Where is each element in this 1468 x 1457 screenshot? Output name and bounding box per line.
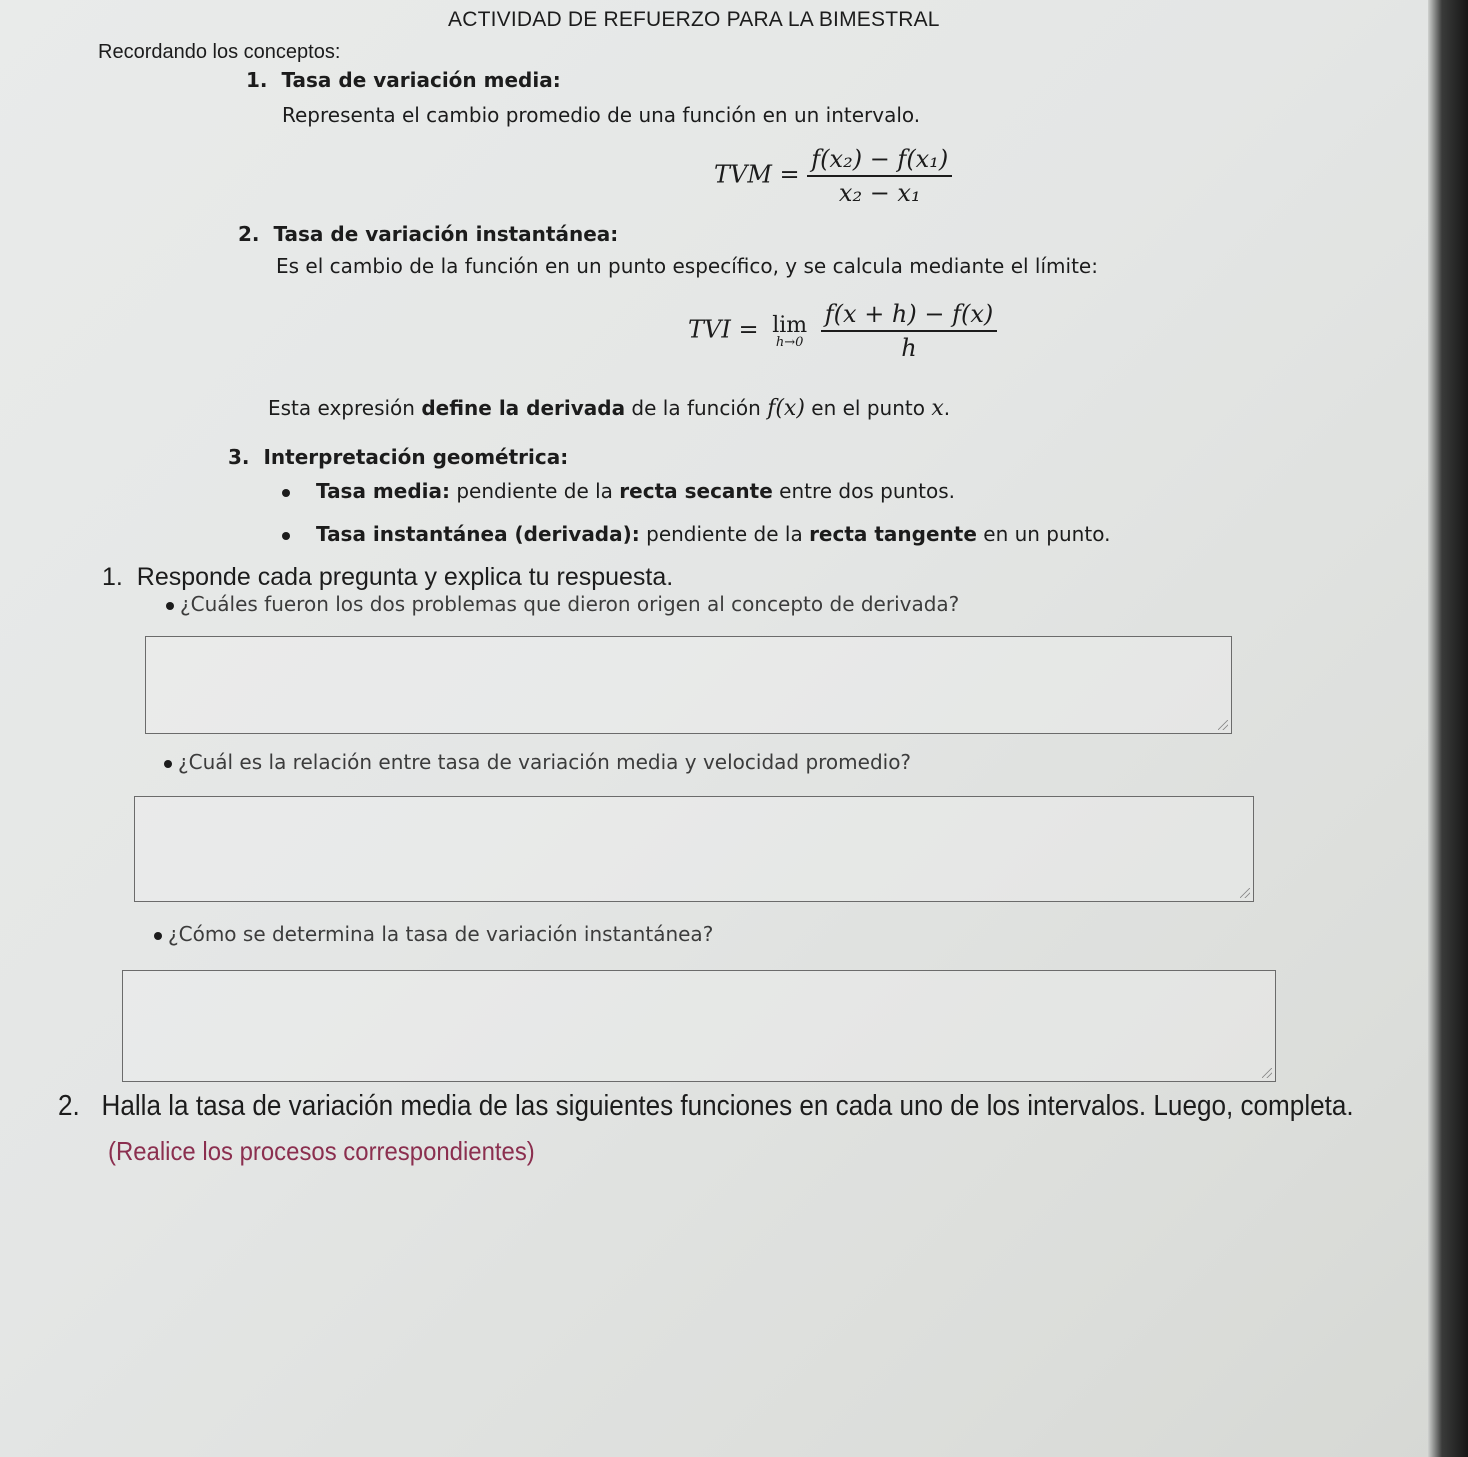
concept-3-number: 3. [228,445,250,469]
bullet-2-term: Tasa instantánea (derivada): [316,522,640,546]
tvi-lhs: TVI = [688,315,759,344]
tvi-formula [688,300,997,362]
question-2 [164,750,911,774]
section-1-heading [102,563,673,592]
note-text-2: de la función [625,396,768,420]
concept-2-title: Tasa de variación instantánea: [273,222,619,246]
note-x: x [931,396,944,421]
geometric-bullet-1 [282,479,955,503]
note-period: . [943,396,951,420]
resize-grip-icon[interactable] [1218,720,1228,730]
limit-operator [772,313,807,350]
bullet-1-term: Tasa media: [316,479,450,503]
resize-grip-icon[interactable] [1240,888,1250,898]
note-bold: define la derivada [421,396,626,420]
concept-2-number: 2. [238,222,260,246]
bullet-icon [164,760,172,768]
section-1-number: 1. [102,563,123,591]
tvm-formula [714,145,952,207]
section-2-title: Halla la tasa de variación media de las siguientes funciones en cada uno de los intervalos. Luego, completa. [101,1090,1354,1122]
section-2-heading [58,1090,1354,1123]
section-2-subtitle: (Realice los procesos correspondientes) [108,1136,535,1166]
concept-1-title: Tasa de variación media: [281,68,561,92]
tvm-fraction [807,145,952,207]
question-3-text: ¿Cómo se determina la tasa de variación instantánea? [168,922,714,946]
bullet-2-text: pendiente de la [639,522,810,546]
tvm-denominator: x₂ − x₁ [838,179,921,207]
limit-label: lim [772,312,808,338]
answer-box-3[interactable] [122,970,1276,1082]
note-text-3: en el punto [804,396,932,420]
tvm-lhs: TVM = [714,160,800,189]
bullet-2-bold: recta tangente [809,522,977,546]
bullet-icon [166,602,174,610]
answer-box-1[interactable] [145,636,1232,734]
section-2-number: 2. [58,1090,80,1122]
note-fx: f(x) [767,396,805,421]
tvm-numerator: f(x₂) − f(x₁) [807,145,952,177]
concept-2-heading [238,222,618,246]
concept-1-heading [246,68,561,92]
note-text-1: Esta expresión [268,396,422,420]
question-1-text: ¿Cuáles fueron los dos problemas que dieron origen al concepto de derivada? [180,592,960,616]
bullet-icon [282,532,290,540]
bullet-icon [282,489,290,497]
limit-subscript: h→0 [775,334,804,350]
concept-3-title: Interpretación geométrica: [263,445,569,469]
concept-1-description: Representa el cambio promedio de una función en un intervalo. [282,103,921,127]
bullet-1-text-end: entre dos puntos. [772,479,956,503]
derivative-note [268,396,950,421]
question-1 [166,592,959,616]
page-title: ACTIVIDAD DE REFUERZO PARA LA BIMESTRAL [448,8,940,31]
bullet-2-text-end: en un punto. [976,522,1111,546]
concept-1-number: 1. [246,68,268,92]
bullet-1-text: pendiente de la [450,479,620,503]
question-2-text: ¿Cuál es la relación entre tasa de variación media y velocidad promedio? [178,750,912,774]
page-edge-shadow [1428,0,1468,1457]
answer-box-2[interactable] [134,796,1254,902]
bullet-1-bold: recta secante [619,479,773,503]
concept-3-heading [228,445,568,469]
bullet-icon [154,932,162,940]
intro-text: Recordando los conceptos: [98,41,341,63]
geometric-bullet-2 [282,522,1110,546]
resize-grip-icon[interactable] [1262,1068,1272,1078]
tvi-denominator: h [901,334,917,362]
section-1-title: Responde cada pregunta y explica tu respuesta. [136,563,674,591]
tvi-fraction [821,300,997,362]
tvi-numerator: f(x + h) − f(x) [821,300,997,332]
concept-2-description: Es el cambio de la función en un punto específico, y se calcula mediante el límite: [276,254,1098,278]
question-3 [154,922,713,946]
